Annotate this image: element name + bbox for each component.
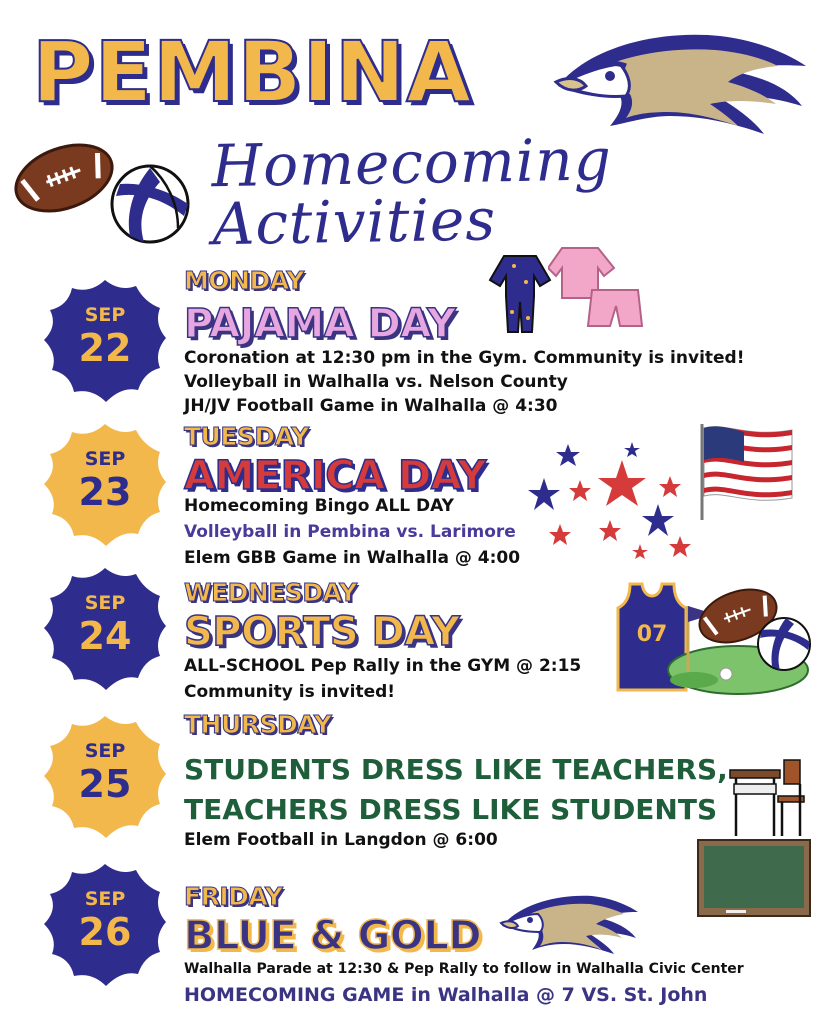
badge-day: 26	[78, 910, 132, 954]
weekday-wednesday: WEDNESDAY	[184, 578, 357, 607]
theme-dress-line-2: TEACHERS DRESS LIKE STUDENTS	[184, 793, 718, 826]
american-flag-icon	[696, 420, 796, 524]
date-badge-thu	[40, 740, 170, 806]
event-line: Community is invited!	[184, 682, 396, 702]
event-line: HOMECOMING GAME in Walhalla @ 7 VS. St. John	[184, 984, 708, 1006]
badge-month: SEP	[84, 740, 126, 762]
event-line: Elem GBB Game in Walhalla @ 4:00	[184, 548, 521, 568]
page-subtitle: Homecoming Activities	[210, 125, 613, 259]
event-line: Walhalla Parade at 12:30 & Pep Rally to follow in Walhalla Civic Center	[184, 961, 744, 977]
event-line: Coronation at 12:30 pm in the Gym. Community is invited!	[184, 348, 745, 368]
event-line: Volleyball in Pembina vs. Larimore	[184, 522, 516, 542]
date-badge-fri	[40, 888, 170, 954]
badge-month: SEP	[84, 304, 126, 326]
badge-day: 22	[78, 326, 132, 370]
weekday-thursday: THURSDAY	[184, 710, 332, 739]
theme-sports-day: SPORTS DAY	[184, 609, 460, 655]
event-line: Elem Football in Langdon @ 6:00	[184, 830, 498, 850]
volleyball-icon	[108, 162, 192, 246]
theme-dress-line-1: STUDENTS DRESS LIKE TEACHERS,	[184, 753, 728, 786]
stars-icon	[520, 440, 700, 570]
chalkboard-icon	[696, 838, 812, 918]
eagle-logo-icon	[550, 26, 810, 138]
badge-day: 25	[78, 762, 132, 806]
school-desk-icon	[728, 756, 806, 840]
theme-pajama-day: PAJAMA DAY	[184, 301, 456, 347]
date-badge-mon	[40, 304, 170, 370]
event-line: Homecoming Bingo ALL DAY	[184, 496, 454, 516]
jersey-number: 07	[636, 622, 668, 647]
page-title: PEMBINA	[32, 23, 473, 121]
football-icon	[10, 132, 118, 224]
badge-month: SEP	[84, 592, 126, 614]
badge-month: SEP	[84, 888, 126, 910]
theme-america-day: AMERICA DAY	[184, 453, 486, 499]
event-line: ALL-SCHOOL Pep Rally in the GYM @ 2:15	[184, 656, 582, 676]
event-line: Volleyball in Walhalla vs. Nelson County	[184, 372, 568, 392]
date-badge-tue	[40, 448, 170, 514]
badge-day: 24	[78, 614, 132, 658]
eagle-logo-small-icon	[498, 890, 640, 956]
theme-blue-gold: BLUE & GOLD	[184, 913, 482, 959]
badge-month: SEP	[84, 448, 126, 470]
event-line: JH/JV Football Game in Walhalla @ 4:30	[184, 396, 558, 416]
pajama-blue-icon	[488, 252, 552, 336]
weekday-tuesday: TUESDAY	[184, 422, 309, 451]
pajama-pink-icon	[548, 244, 644, 330]
sports-equipment-icon	[654, 576, 814, 696]
date-badge-wed	[40, 592, 170, 658]
weekday-monday: MONDAY	[184, 266, 304, 295]
badge-day: 23	[78, 470, 132, 514]
weekday-friday: FRIDAY	[184, 882, 283, 911]
